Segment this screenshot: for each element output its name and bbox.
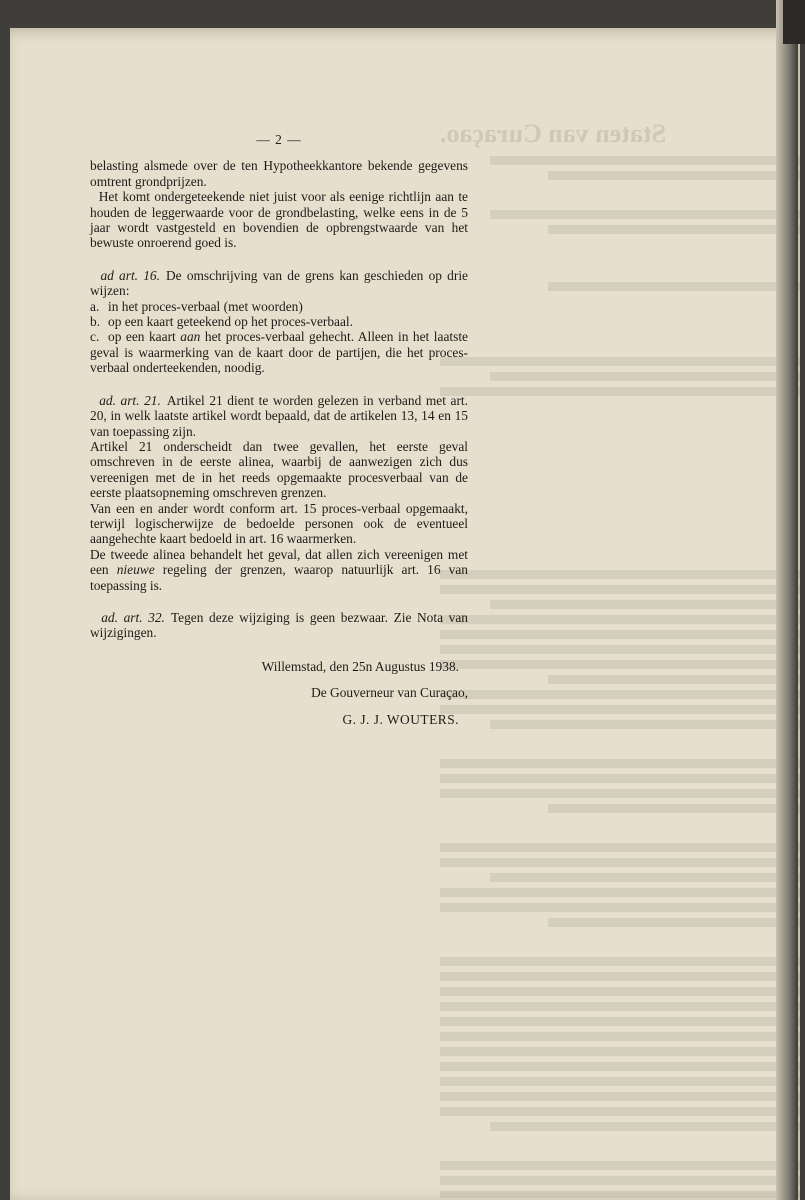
bleed-through-reverse-side: [440, 118, 800, 1198]
art16-intro: [90, 268, 468, 299]
art21-paragraph-3: [90, 501, 468, 547]
art21-label: ad. art. 21.: [99, 392, 161, 408]
governor-title: De Gouverneur van Curaçao,: [311, 685, 468, 701]
bleed-through-title: Staten van Curaçao.: [440, 119, 667, 148]
art21-text-1: Artikel 21 dient te worden gelezen in verband met art. 20, in welk laatste artikel wordt bepaald, dat de artikelen 13, 14 en 15 van toepassing zijn.: [90, 392, 468, 439]
art16-item-b-letter: b.: [90, 314, 101, 330]
art16-label: ad art. 16.: [100, 267, 160, 283]
paper-page: [10, 28, 800, 1200]
art16-item-c-letter: c.: [90, 329, 100, 345]
signature-name: G. J. J. WOUTERS.: [342, 711, 459, 727]
scanner-corner: [783, 0, 805, 44]
paragraph-2-text: Het komt ondergeteekende niet juist voor als eenige richtlijn aan te houden de leggerwaarde voor de grondbelasting, welke eens in de 5 jaar wordt vastgesteld en bovendien de opbrengstwaarde van het bewuste onroerend goed is.: [90, 189, 469, 251]
art21-paragraph-2: [90, 439, 468, 501]
page-number: — 2 —: [256, 132, 302, 147]
paragraph-2: [90, 189, 468, 251]
art21-text-2: Artikel 21 onderscheidt dan twee gevallen, het eerste geval omschreven in de eerste alinea, waarbij de aanwezigen zich dus vereenigen met de in het reeds opgemaakte procesverbaal van de eerste plaatsopneming omschreven grenzen.: [90, 438, 468, 501]
page-edge-shadow: [776, 0, 798, 1200]
art21-text-3: Van een en ander wordt conform art. 15 proces-verbaal opgemaakt, terwijl logischerwijze de bedoelde personen ook de eventueel aangehechte kaart bedoeld in art. 16 waarmerken.: [90, 500, 468, 547]
art21-text-4-emphasis: nieuwe: [116, 562, 155, 578]
art32-text: Tegen deze wijziging is geen bezwaar. Zie Nota van wijzigingen.: [90, 609, 468, 641]
document-body: [90, 132, 468, 727]
art21-text-4-after: regeling der grenzen, waarop natuurlijk art. 16 van toepassing is.: [90, 562, 468, 593]
art32-label: ad. art. 32.: [101, 609, 165, 625]
art32-paragraph: [90, 610, 468, 641]
art16-item-a: [90, 299, 468, 314]
art21-text-4-before: De tweede alinea behandelt het geval, dat allen zich vereenigen met een: [90, 546, 468, 578]
art21-paragraph-1: [90, 393, 468, 439]
place-and-date: Willemstad, den 25n Augustus 1938.: [261, 658, 459, 674]
art16-item-c-before: op een kaart: [108, 329, 176, 345]
art21-paragraph-4: [90, 547, 468, 593]
art16-item-c-emphasis: aan: [180, 329, 201, 345]
art16-item-c-after: het proces-verbaal gehecht. Alleen in het laatste geval is waarmerking van de kaart door de partijen, die het proces-verbaal onderteekenden, noodig.: [90, 329, 468, 376]
art16-item-b-text: op een kaart geteekend op het proces-verbaal.: [108, 314, 354, 330]
art16-item-c: [90, 329, 468, 375]
art16-item-a-text: in het proces-verbaal (met woorden): [108, 298, 303, 314]
art16-item-b: [90, 314, 468, 329]
paragraph-1: belasting alsmede over de ten Hypotheekkantore bekende gegevens omtrent grondprijzen.: [90, 158, 468, 189]
art16-item-a-letter: a.: [90, 298, 100, 314]
art16-intro-text: De omschrijving van de grens kan geschieden op drie wijzen:: [90, 267, 468, 299]
